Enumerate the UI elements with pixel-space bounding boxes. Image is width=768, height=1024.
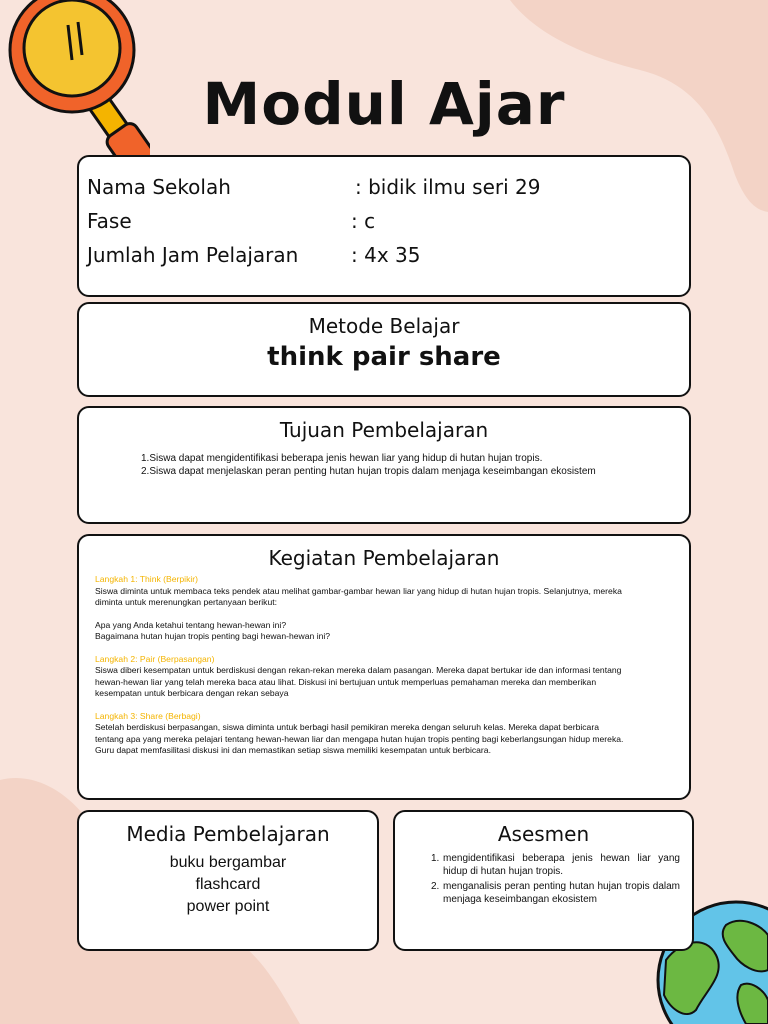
asesmen-heading: Asesmen (497, 822, 590, 846)
list-item (431, 852, 680, 878)
list-item: buku bergambar (169, 854, 287, 871)
list-number: 1. (431, 853, 440, 864)
paragraph-line: Guru dapat memfasilitasi diskusi ini dan memastikan setiap siswa memiliki kesempatan untuk berbicara. (95, 745, 491, 755)
info-value: : c (351, 209, 376, 233)
paragraph-line: kesempatan untuk berbicara dengan rekan sebaya (95, 688, 289, 698)
paragraph-line: tentang apa yang mereka pelajari tentang hewan-hewan liar dan mengapa hutan hujan tropis penting bagi keberlangsungan hidup mereka. (95, 733, 624, 744)
metode-card (77, 302, 691, 397)
info-label: Fase (87, 209, 132, 233)
tujuan-heading: Tujuan Pembelajaran (279, 418, 489, 442)
list-number: 2. (431, 881, 440, 892)
tujuan-list (141, 452, 596, 478)
page-title: Modul Ajar (202, 70, 566, 138)
list-text: menganalisis peran penting hutan hujan tropis dalam menjaga keseimbangan ekosistem (443, 881, 680, 905)
list-item: power point (186, 898, 270, 915)
asesmen-card (393, 810, 694, 951)
info-value: : bidik ilmu seri 29 (355, 175, 541, 199)
kegiatan-heading: Kegiatan Pembelajaran (268, 546, 500, 570)
step-title: Langkah 3: Share (Berbagi) (95, 710, 201, 721)
step-title: Langkah 2: Pair (Berpasangan) (95, 653, 215, 664)
media-card (77, 810, 379, 951)
tujuan-card (77, 406, 691, 524)
kegiatan-body (95, 574, 673, 757)
paragraph-line: Siswa diminta untuk membaca teks pendek atau melihat gambar-gambar hewan liar yang hidup di hutan hujan tropis. Selanjutnya, mereka (95, 585, 622, 596)
info-label: Nama Sekolah (87, 175, 231, 199)
media-heading: Media Pembelajaran (126, 822, 330, 846)
list-item (431, 880, 680, 906)
question-line: Bagaimana hutan hujan tropis penting bagi hewan-hewan ini? (95, 631, 331, 641)
list-item: flashcard (195, 876, 261, 893)
metode-heading: Metode Belajar (308, 314, 460, 338)
list-item: 1.Siswa dapat mengidentifikasi beberapa jenis hewan liar yang hidup di hutan hujan tropis. (141, 453, 543, 464)
paragraph-line: hewan-hewan liar yang telah mereka baca atau lihat. Diskusi ini bertujuan untuk memperluas pemahaman mereka dan memberikan (95, 676, 597, 687)
paragraph-line: diminta untuk merenungkan pertanyaan berikut: (95, 597, 278, 607)
question-line: Apa yang Anda ketahui tentang hewan-hewan ini? (95, 619, 287, 630)
info-value: : 4x 35 (351, 243, 421, 267)
asesmen-list (431, 852, 680, 908)
metode-value: think pair share (267, 342, 501, 372)
info-label: Jumlah Jam Pelajaran (87, 243, 299, 267)
media-list (79, 852, 377, 918)
info-card (77, 155, 691, 297)
list-text: mengidentifikasi beberapa jenis hewan liar yang hidup di hutan hujan tropis. (443, 853, 680, 877)
kegiatan-card (77, 534, 691, 800)
paragraph-line: Siswa diberi kesempatan untuk berdiskusi dengan rekan-rekan mereka dalam pasangan. Mereka dapat bertukar ide dan informasi tentang (95, 665, 622, 675)
step-title: Langkah 1: Think (Berpikir) (95, 574, 199, 584)
list-item: 2.Siswa dapat menjelaskan peran penting hutan hujan tropis dalam menjaga keseimbangan ekosistem (141, 466, 596, 477)
paragraph-line: Setelah berdiskusi berpasangan, siswa diminta untuk berbagi hasil pemikiran mereka dengan seluruh kelas. Mereka dapat berbicara (95, 722, 599, 732)
